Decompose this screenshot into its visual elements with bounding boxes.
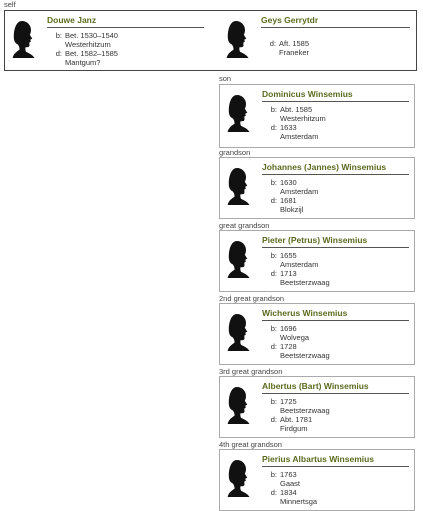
name-divider [47, 27, 204, 28]
person-facts [266, 397, 330, 433]
person-silhouette-icon [10, 19, 38, 59]
person-card-geys-gerrytdr[interactable] [219, 11, 415, 70]
relation-label: son [219, 74, 232, 83]
died-label: d: [270, 415, 277, 424]
person-card-descendant[interactable] [219, 230, 415, 292]
died-label: d: [270, 342, 277, 351]
self-label: self [4, 0, 16, 9]
relation-label: 2nd great grandson [219, 294, 285, 303]
name-divider [262, 174, 409, 175]
born-date: 1725 [280, 397, 297, 406]
person-silhouette-icon [225, 239, 253, 279]
died-date: 1713 [280, 269, 297, 278]
person-silhouette-icon [224, 19, 252, 59]
died-place: Franeker [279, 48, 310, 57]
born-place: Wolvega [280, 333, 310, 342]
person-card-descendant[interactable] [219, 303, 415, 365]
died-label: d: [269, 39, 276, 48]
born-place: Amsterdam [280, 260, 319, 269]
person-name[interactable]: Douwe Janz [47, 15, 97, 25]
person-name[interactable]: Albertus (Bart) Winsemius [262, 381, 369, 391]
relation-label: grandson [219, 148, 251, 157]
person-facts [266, 178, 318, 214]
died-place: Beetsterzwaag [280, 278, 330, 287]
born-label: b: [270, 324, 277, 333]
relation-label: 3rd great grandson [219, 367, 283, 376]
person-silhouette-icon [225, 166, 253, 206]
died-date: Bet. 1582–1585 [65, 49, 118, 58]
relation-label: 4th great grandson [219, 440, 282, 449]
self-family-box [4, 10, 417, 71]
born-date: 1696 [280, 324, 297, 333]
died-date: Aft. 1585 [279, 39, 310, 48]
name-divider [262, 247, 409, 248]
relation-label: great grandson [219, 221, 270, 230]
person-facts [266, 470, 317, 506]
born-label: b: [270, 470, 277, 479]
born-label: b: [55, 31, 62, 40]
person-card-descendant[interactable] [219, 157, 415, 219]
person-card-descendant[interactable] [219, 449, 415, 511]
died-date: 1633 [280, 123, 297, 132]
person-silhouette-icon [225, 312, 253, 352]
person-name[interactable]: Geys Gerrytdr [261, 15, 319, 25]
died-date: 1834 [280, 488, 297, 497]
born-label: b: [270, 178, 277, 187]
person-name[interactable]: Pieter (Petrus) Winsemius [262, 235, 368, 245]
born-date: 1655 [280, 251, 297, 260]
died-place: Minnertsga [280, 497, 318, 506]
person-facts [266, 105, 326, 141]
died-place: Mantgum? [65, 58, 101, 67]
born-label: b: [270, 105, 277, 114]
person-name[interactable]: Pierius Albartus Winsemius [262, 454, 375, 464]
died-place: Amsterdam [280, 132, 319, 141]
born-place: Amsterdam [280, 187, 319, 196]
name-divider [262, 320, 409, 321]
died-label: d: [55, 49, 62, 58]
person-facts [266, 251, 330, 287]
born-place: Westerhitzum [280, 114, 326, 123]
died-place: Blokzijl [280, 205, 304, 214]
born-date: Bet. 1530–1540 [65, 31, 118, 40]
person-facts [51, 31, 118, 67]
person-name[interactable]: Dominicus Winsemius [262, 89, 353, 99]
person-facts [265, 39, 309, 57]
born-date: 1630 [280, 178, 297, 187]
person-name[interactable]: Wicherus Winsemius [262, 308, 348, 318]
died-date: 1681 [280, 196, 297, 205]
name-divider [262, 393, 409, 394]
born-label: b: [270, 251, 277, 260]
person-silhouette-icon [225, 385, 253, 425]
died-label: d: [270, 196, 277, 205]
person-facts [266, 324, 330, 360]
born-place: Westerhitzum [65, 40, 111, 49]
born-label: b: [270, 397, 277, 406]
died-label: d: [270, 269, 277, 278]
born-date: 1763 [280, 470, 297, 479]
person-card-descendant[interactable] [219, 84, 415, 148]
born-date: Abt. 1585 [280, 105, 313, 114]
person-silhouette-icon [225, 458, 253, 498]
person-card-descendant[interactable] [219, 376, 415, 438]
name-divider [262, 466, 409, 467]
person-card-douwe-janz[interactable] [5, 11, 209, 70]
person-silhouette-icon [225, 93, 253, 133]
name-divider [262, 101, 409, 102]
died-label: d: [270, 123, 277, 132]
died-place: Beetsterzwaag [280, 351, 330, 360]
died-place: Firdgum [280, 424, 308, 433]
died-label: d: [270, 488, 277, 497]
died-date: Abt. 1781 [280, 415, 313, 424]
died-date: 1728 [280, 342, 297, 351]
person-name[interactable]: Johannes (Jannes) Winsemius [262, 162, 387, 172]
born-place: Beetsterzwaag [280, 406, 330, 415]
name-divider [261, 27, 410, 28]
born-place: Gaast [280, 479, 301, 488]
